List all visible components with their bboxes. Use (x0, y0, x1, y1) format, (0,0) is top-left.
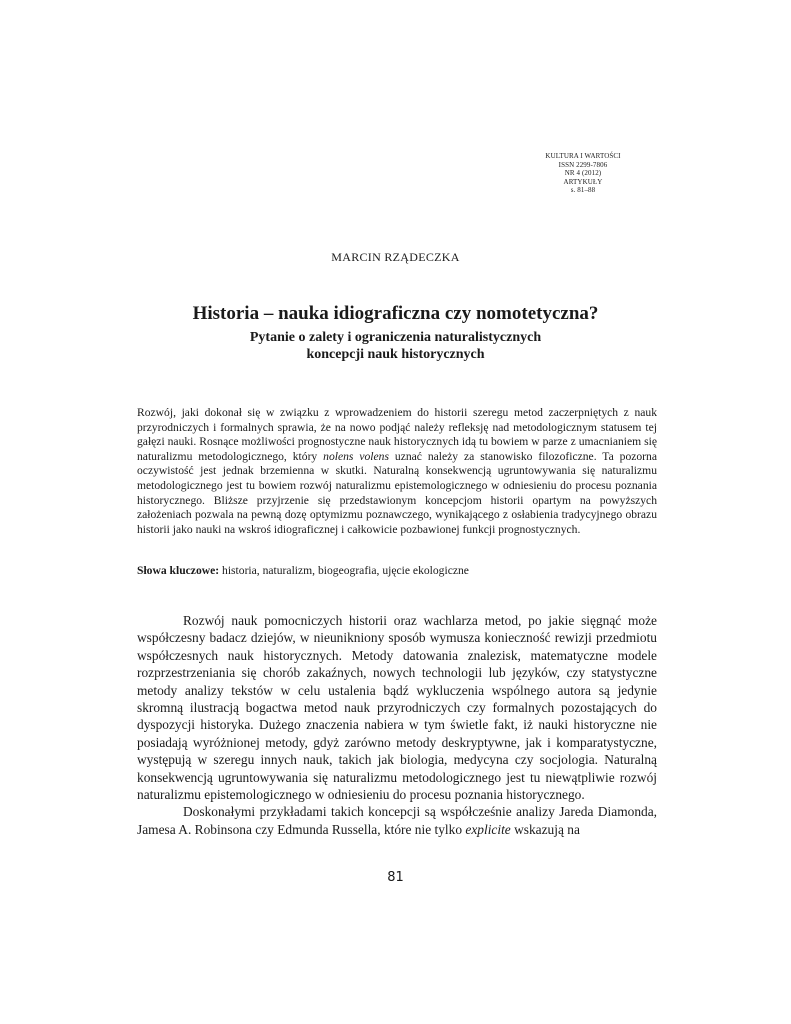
journal-info (503, 152, 663, 195)
article-title: Historia – nauka idiograficzna czy nomotetyczna? (192, 303, 599, 324)
paragraph-2-text-1: Doskonałymi przykładami takich koncepcji są współcześnie analizy Jareda Diamonda, Jamesa A. Robinsona czy Edmunda Russella, które nie tylko (137, 804, 657, 837)
abstract-italic: nolens volens (323, 449, 389, 463)
keywords-text: historia, naturalizm, biogeografia, ujęcie ekologiczne (219, 564, 469, 577)
body-text (137, 612, 657, 838)
journal-issn: ISSN 2299-7806 (558, 160, 608, 169)
journal-name: KULTURA I WARTOŚCI (545, 152, 621, 160)
journal-section: ARTYKUŁY (563, 177, 603, 186)
page-number: 81 (387, 870, 404, 885)
keywords (137, 564, 657, 579)
journal-issue: NR 4 (2012) (564, 169, 602, 178)
abstract (137, 406, 657, 537)
article-subtitle (0, 329, 791, 363)
body-paragraph-2 (137, 803, 657, 838)
body-paragraph-1: Rozwój nauk pomocniczych historii oraz wachlarza metod, po jakie sięgnąć może współczesny badacz dziejów, w nieunikniony sposób wymusza konieczność rewizji przedmiotu współczesnych nauk historycznych. Metody datowania znalezisk, matematyczne modele rozprzestrzeniania się chorób zakaźnych, nowych technologii lub języków, czy statystyczne metody analizy tekstów w celu ustalenia bądź wykluczenia wspólnego autora są jedynie skromną ilustracją bogactwa metod nauk przyrodniczych czy formalnych pozostających do dyspozycji historyka. Dużego znaczenia nabiera w tym świetle fakt, iż nauki historyczne nie posiadają wyróżnionej metody, gdyż zarówno metody deskryptywne, jak i komparatystyczne, występują w szeregu innych nauk, takich jak biologia, medycyna czy socjologia. Naturalną konsekwencją ugruntowywania się naturalizmu metodologicznego jest tu niewątpliwie rozwój naturalizmu epistemologicznego w odniesieniu do procesu poznania historycznego. (137, 613, 657, 803)
subtitle-line-2: koncepcji nauk historycznych (306, 347, 485, 362)
subtitle-line-1: Pytanie o zalety i ograniczenia naturalistycznych (249, 330, 542, 345)
abstract-text-1: Rozwój, jaki dokonał się w związku z wprowadzeniem do historii szeregu metod zaczerpniętych z nauk przyrodniczych i formalnych sprawia, że na nowo podjąć należy refleksję nad metodologicznym statusem tej gałęzi nauki. Rosnące możliwości prognostyczne nauk historycznych idą tu bowiem w parze z umacnianiem się naturalizmu metodologicznego, który (137, 406, 657, 463)
abstract-text-2: uznać należy za stanowisko filozoficzne. Ta pozorna oczywistość jest jednak brzemienna w skutki. Naturalną konsekwencją ugruntowywania się naturalizmu metodologicznego jest tu bowiem rozwój naturalizmu epistemologicznego w odniesieniu do procesu poznania historycznego. Bliższe przyjrzenie się przedstawionym koncepcjom historii opartym na powyższych założeniach pozwala na pewną dozę optymizmu poznawczego, wynikającego z osłabienia tradycyjnego obrazu historii jako nauki na wskroś idiograficznej i całkowicie pozbawionej funkcji prognostycznych. (137, 449, 657, 536)
paragraph-2-text-2: wskazują na (510, 821, 580, 837)
keywords-label: Słowa kluczowe: (137, 564, 220, 577)
paragraph-2-italic: explicite (465, 821, 511, 837)
author-name: MARCIN RZĄDECZKA (331, 250, 460, 264)
journal-pages: s. 81–88 (570, 186, 596, 195)
